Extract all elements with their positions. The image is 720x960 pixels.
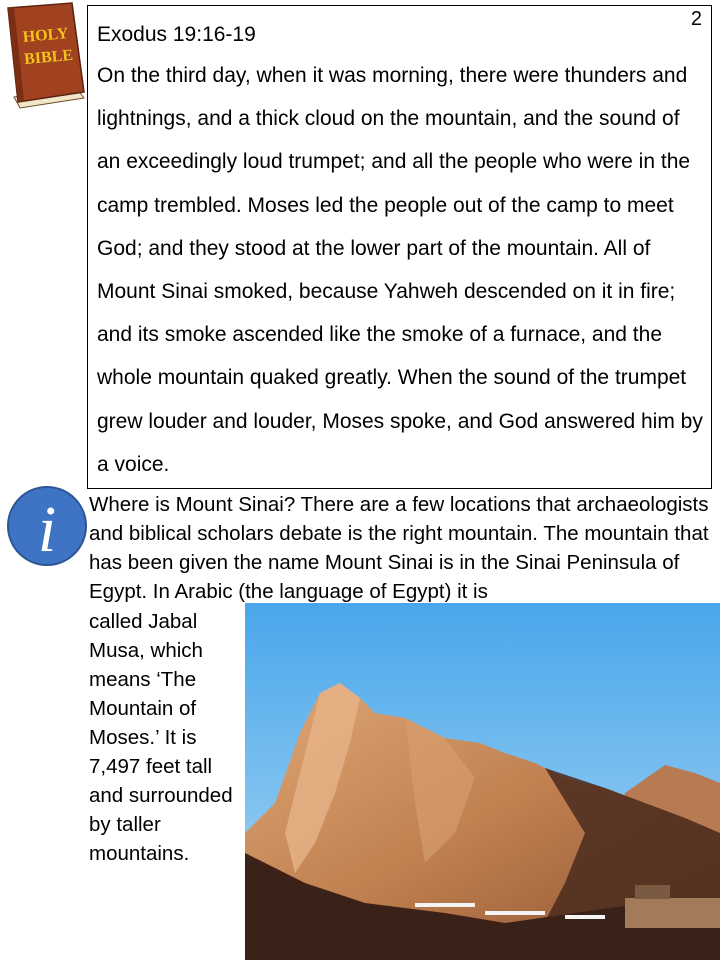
info-paragraph: Where is Mount Sinai? There are a few locations that archaeologists and biblical scholars debate is the right mountain. The mountain that has been given the name Mount Sinai is in the Sinai Peninsula of Egypt. In Arabic (the language of Egypt) it is	[89, 493, 709, 603]
info-icon	[5, 485, 89, 567]
scripture-box	[87, 5, 712, 489]
page-number: 2	[690, 8, 702, 30]
scripture-text: On the third day, when it was morning, there were thunders and lightnings, and a thick cloud on the mountain, and the sound of an exceedingly loud trumpet; and all the people who were in the camp trembled. Moses led the people out of the camp to meet God; and they stood at the lower part of the mountain. All of Mount Sinai smoked, because Yahweh descended on it in fire; and its smoke ascended like the smoke of a furnace, and the whole mountain quaked greatly. When the sound of the trumpet grew louder and louder, Moses spoke, and God answered him by a voice.	[97, 64, 703, 476]
bible-title-line2: BIBLE	[23, 46, 74, 69]
bible-title-line1: HOLY	[22, 25, 70, 46]
info-icon-letter: i	[37, 493, 57, 566]
info-paragraph-continued: called Jabal Musa, which means ‘The Mountain of Moses.’ It is 7,497 feet tall and surrounded by taller mountains.	[89, 610, 233, 865]
scripture-reference: Exodus 19:16-19	[97, 23, 256, 46]
holy-bible-icon	[4, 2, 90, 110]
mount-sinai-photo	[245, 603, 720, 960]
